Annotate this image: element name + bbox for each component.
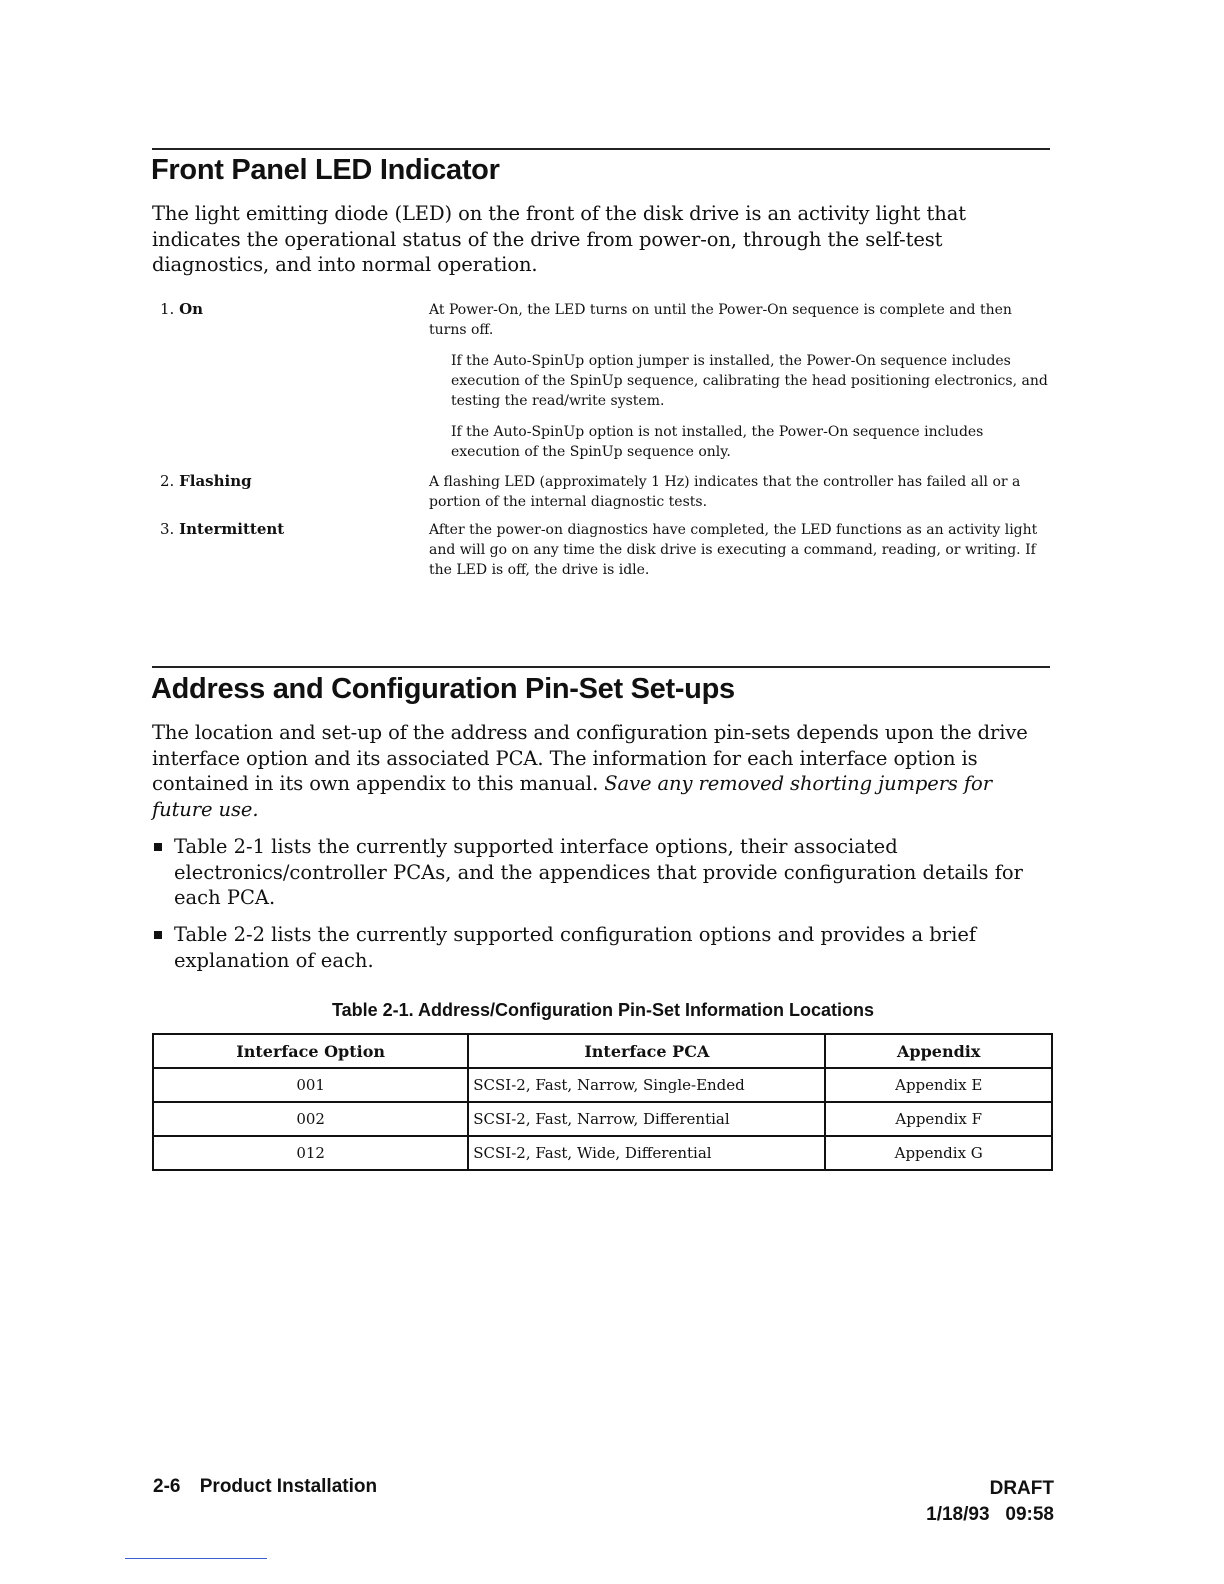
page-number: 2-6 [153, 1476, 181, 1497]
bullet-text: Table 2-2 lists the currently supported configuration options and provides a brief explanation of each. [174, 923, 977, 972]
section-intro [152, 720, 1052, 822]
draft-time: 09:58 [1005, 1504, 1054, 1525]
table-cell: SCSI-2, Fast, Wide, Differential [468, 1136, 825, 1170]
column-header: Appendix [825, 1034, 1052, 1068]
bullet-text: Table 2-1 lists the currently supported interface options, their associated electronics/controller PCAs, and the appendices that provide configuration details for each PCA. [174, 835, 1023, 909]
section-title: Front Panel LED Indicator [151, 154, 500, 186]
list-item-number: 1. [160, 300, 175, 318]
list-item-number: 2. [160, 472, 175, 490]
table-cell: Appendix E [825, 1068, 1052, 1102]
section-intro-note: Save any removed shorting jumpers for future use. [152, 772, 992, 821]
section-intro: The light emitting diode (LED) on the front of the disk drive is an activity light that indicates the operational status of the drive from power-on, through the self-test diagnostics, and into normal operation. [152, 202, 966, 276]
bullet-item [152, 922, 1042, 973]
table-row [153, 1136, 1052, 1170]
draft-timestamp [926, 1502, 1054, 1528]
list-item-subtext: If the Auto-SpinUp option jumper is installed, the Power-On sequence includes execution of the SpinUp sequence, calibrating the head positioning electronics, and testing the read/write system. [451, 353, 1048, 409]
list-item-text: At Power-On, the LED turns on until the Power-On sequence is complete and then turns off. [429, 302, 1012, 338]
table-row [153, 1102, 1052, 1136]
list-item-text: A flashing LED (approximately 1 Hz) indicates that the controller has failed all or a portion of the internal diagnostic tests. [429, 474, 1021, 510]
table-cell: 012 [153, 1136, 468, 1170]
section-rule [152, 148, 1050, 150]
bullet-icon [154, 843, 162, 851]
list-item-term: Intermittent [179, 520, 285, 538]
list-item-text: After the power-on diagnostics have completed, the LED functions as an activity light and will go on any time the disk drive is executing a command, reading, or writing. If the LED is off, the drive is idle. [429, 522, 1038, 578]
section-rule [152, 666, 1050, 668]
list-item-term: Flashing [179, 472, 252, 490]
table-caption: Table 2-1. Address/Configuration Pin-Set Information Locations [331, 1000, 875, 1020]
page-footer [153, 1476, 377, 1498]
table-cell: Appendix G [825, 1136, 1052, 1170]
section-intro-text: The location and set-up of the address and configuration pin-sets depends upon the drive interface option and its associated PCA. The information for each interface option is contained in its own appendix to this manual. [152, 721, 1028, 795]
bullet-icon [154, 931, 162, 939]
draft-stamp [926, 1476, 1054, 1528]
column-header: Interface Option [153, 1034, 468, 1068]
table-cell: 002 [153, 1102, 468, 1136]
draft-label: DRAFT [989, 1478, 1054, 1499]
column-header: Interface PCA [468, 1034, 825, 1068]
table-cell: Appendix F [825, 1102, 1052, 1136]
list-item-number: 3. [160, 520, 175, 538]
draft-date: 1/18/93 [926, 1504, 990, 1525]
footer-rule [125, 1558, 267, 1559]
list-item-label [160, 520, 284, 538]
section-title: Address and Configuration Pin-Set Set-ups [151, 673, 735, 705]
list-item-label [160, 472, 252, 490]
bullet-item [152, 834, 1042, 911]
pin-set-table [152, 1033, 1053, 1171]
list-item-subtext: If the Auto-SpinUp option is not installed, the Power-On sequence includes execution of the SpinUp sequence only. [451, 424, 984, 460]
table-cell: SCSI-2, Fast, Narrow, Single-Ended [468, 1068, 825, 1102]
table-row [153, 1068, 1052, 1102]
list-item-label [160, 300, 203, 318]
table-cell: 001 [153, 1068, 468, 1102]
list-item-term: On [179, 300, 204, 318]
chapter-title: Product Installation [199, 1476, 378, 1497]
table-cell: SCSI-2, Fast, Narrow, Differential [468, 1102, 825, 1136]
table-header-row [153, 1034, 1052, 1068]
